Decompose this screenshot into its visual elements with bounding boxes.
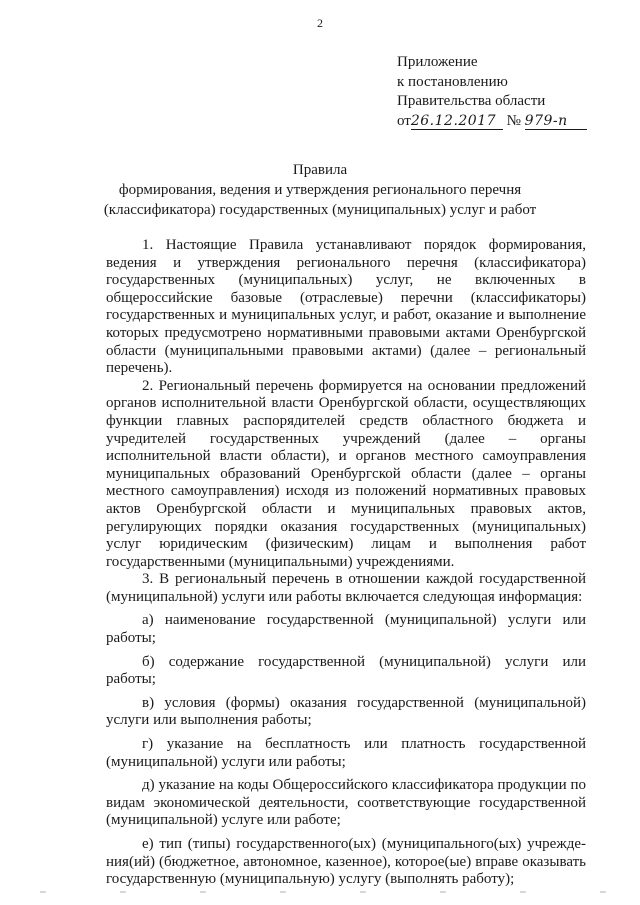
appendix-line-3: Правительства области <box>397 93 546 109</box>
document-body <box>106 237 586 889</box>
item-e: е) тип (типы) государственного(ых) (муниципального(ых) учреждения(ий) (бюджетное, автономное, казенное), которое(ые) вправе оказывать государственную (муниципальную) услугу (выполнять работу); <box>106 836 586 888</box>
paragraph-1: 1. Настоящие Правила устанавливают порядок формирования, ведения и утверждения регионального перечня (классификатора) государственных (муниципальных) услуг, не включенных в общероссийские базовые (отраслевые) перечни (классификаторы) государственных и муниципальных услуг, и работ, оказание и выполнение которых предусмотрено нормативными правовыми актами Оренбургской области (муниципальными правовыми актами) (далее – региональный перечень). <box>106 237 586 377</box>
item-g: г) указание на бесплатность или платность государственной (муниципальной) услуги или работы; <box>106 736 586 770</box>
paragraph-2: 2. Региональный перечень формируется на основании предложений органов исполнительной власти Оренбургской области, осуществляющих функции главных распорядителей средств областного бюджета и учредителей государственных учреждений (далее – органы исполнительной власти области), и органов местного самоуправления муниципальных образований Оренбургской области (далее – органы местного самоуправления) исходя из положений нормативных правовых актов Оренбургской области и муниципальных правовых актов, регулирующих порядки оказания государственных (муниципальных) услуг юридическим (физическим) лицам и выполнения работ государственными (муниципальными) учреждениями. <box>106 377 586 570</box>
item-d: д) указание на коды Общероссийского классификатора продукции по видам экономической деятельности, соответствующие государственной (муниципальной) услуге или работе; <box>106 777 586 829</box>
title-line-3: (классификатора) государственных (муниципальных) услуг и работ <box>103 202 537 218</box>
title-line-1: Правила <box>292 162 348 178</box>
item-v: в) условия (формы) оказания государственной (муниципальной) услуги или выполнения работы; <box>106 694 586 729</box>
scan-edge-marks <box>0 888 640 898</box>
paragraph-3: 3. В региональный перечень в отношении каждой государственной (муниципальной) услуги или работы включается следующая информация: <box>106 571 586 605</box>
number-sign: № <box>506 112 521 129</box>
appendix-line-2: к постановлению <box>397 73 508 90</box>
item-b: б) содержание государственной (муниципальной) услуги или работы; <box>106 653 586 688</box>
item-a: а) наименование государственной (муниципальной) услуги или работы; <box>106 612 586 647</box>
appendix-date-line <box>397 112 627 132</box>
handwritten-number: 979-п <box>525 114 587 130</box>
appendix-block <box>397 53 627 131</box>
date-prefix: от <box>397 112 411 129</box>
document-title <box>100 160 540 220</box>
appendix-line-1: Приложение <box>397 54 478 70</box>
page-number: 2 <box>317 16 323 30</box>
handwritten-date: 26.12.2017 <box>411 114 503 130</box>
title-line-2: формирования, ведения и утверждения регионального перечня <box>118 182 522 198</box>
